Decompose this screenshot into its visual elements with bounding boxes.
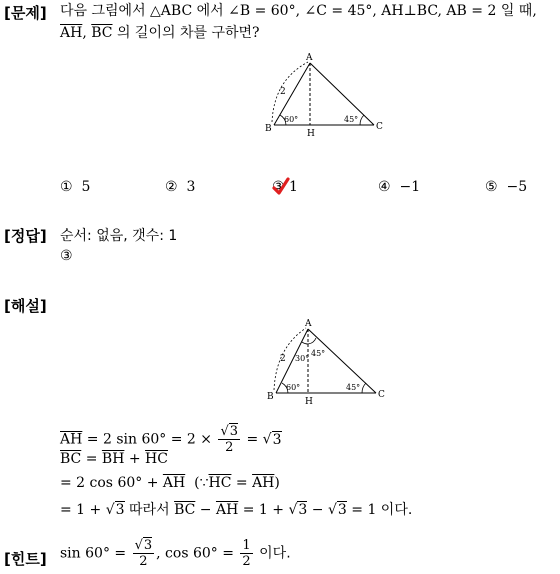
- option-3[interactable]: ③ 1: [272, 179, 298, 195]
- triangle-figure-problem: [260, 50, 390, 140]
- vertex-b: B: [265, 124, 272, 134]
- angle-b-label: 60°: [286, 383, 301, 392]
- angle-bah-label: 30°: [295, 354, 310, 363]
- segment-ah: $\overline{AH}$: [60, 25, 83, 41]
- angle-b-label: 60°: [284, 115, 299, 124]
- segment-bc: $\overline{BC}$: [91, 25, 113, 41]
- hint-label: [힌트]: [4, 550, 47, 568]
- answer-info: 순서: 없음, 갯수: 1: [60, 228, 178, 244]
- hint-text: sin 60° = $\frac{√3}{2}$ , cos 60° = $\frac{1}{2}$ 이다.: [60, 538, 291, 569]
- problem-label: [문제]: [4, 4, 47, 22]
- explanation-label: [해설]: [4, 297, 47, 315]
- explanation-line-2: $\overline{BC} = \overline{BH} + \overline{HC}$: [60, 451, 168, 467]
- option-4[interactable]: ④ −1: [378, 179, 421, 195]
- side-ab-label: 2: [280, 354, 286, 364]
- fraction-sqrt3-over-2: $\frac{√3}{2}$: [134, 538, 153, 569]
- vertex-c: C: [378, 390, 385, 400]
- option-1[interactable]: ① 5: [60, 179, 91, 195]
- answer-value: ③: [60, 248, 73, 264]
- problem-text-line2: $\overline{AH}$, $\overline{BC}$ 의 길이의 차를 구하면?: [60, 25, 260, 41]
- vertex-a: A: [306, 53, 313, 63]
- explanation-line-3: = 2 $\cos 60^\circ + \overline{AH}$ $(\because\overline{HC} = \overline{AH})$: [60, 475, 280, 491]
- answer-label: [정답]: [4, 227, 47, 245]
- angle-c-label: 45°: [346, 383, 361, 392]
- option-5[interactable]: ⑤ −5: [485, 179, 528, 195]
- problem-text-line1: 다음 그림에서 △ABC 에서 ∠B = 60°, ∠C = 45°, AH⊥BC, AB = 2 일 때,: [60, 3, 537, 19]
- explanation-line-4: = 1 + √3 따라서 $\overline{BC} - \overline{AH} = 1 + √3 - √3 = 1$ 이다.: [60, 502, 413, 518]
- fraction-sqrt3-over-2: $\frac{√3}{2}$: [220, 424, 239, 455]
- foot-h: H: [307, 129, 315, 139]
- angle-hac-label: 45°: [311, 349, 326, 358]
- angle-c-label: 45°: [344, 115, 359, 124]
- side-ab-label: 2: [280, 87, 286, 97]
- vertex-b: B: [267, 392, 274, 402]
- checkmark-icon: [271, 177, 291, 197]
- fraction-1-over-2: $\frac{1}{2}$: [242, 538, 251, 569]
- vertex-a: A: [305, 319, 312, 329]
- explanation-line-1: $\overline{AH} = 2$ sin 60° = 2 × $\frac{√3}{2}$ = √3: [60, 424, 282, 455]
- foot-h: H: [305, 397, 313, 407]
- vertex-c: C: [376, 122, 383, 132]
- option-2[interactable]: ② 3: [165, 179, 196, 195]
- triangle-figure-explanation: [262, 316, 392, 408]
